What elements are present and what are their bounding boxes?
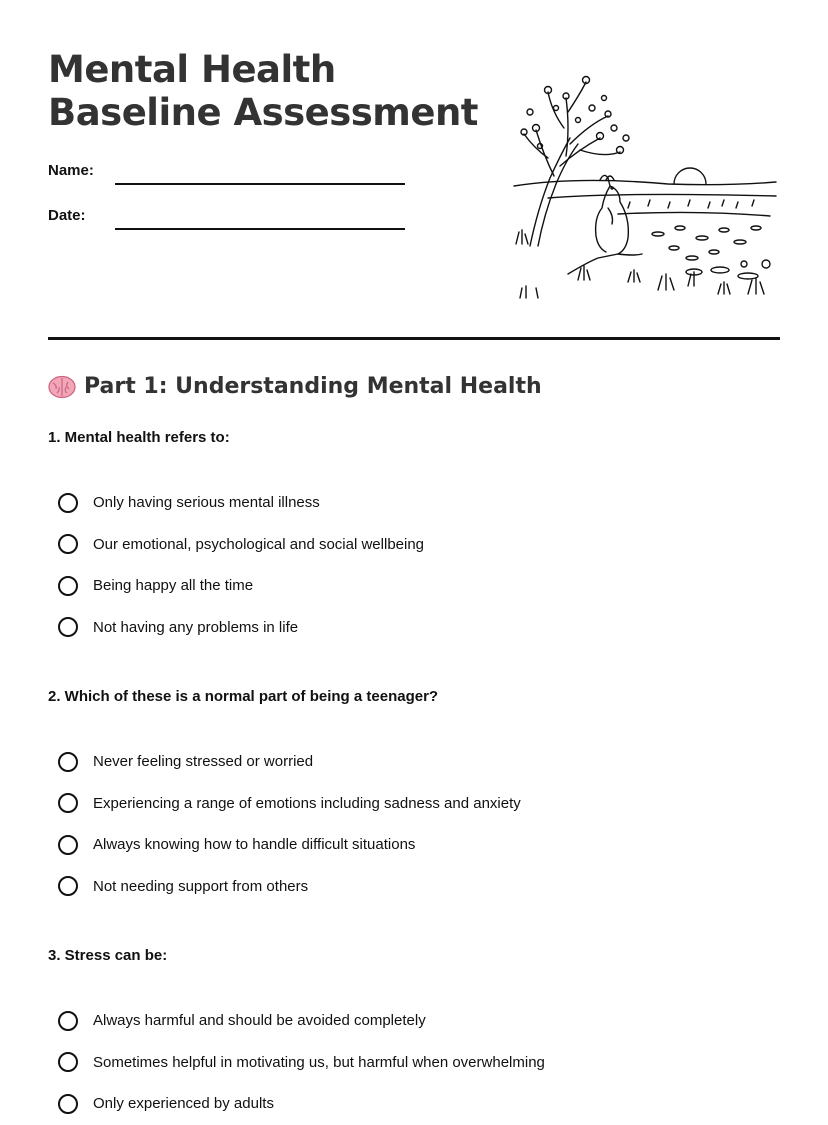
question-1 <box>48 428 788 636</box>
date-field <box>48 203 408 231</box>
option-label: Only experienced by adults <box>93 1095 274 1113</box>
option-item[interactable] <box>58 824 521 866</box>
radio-button[interactable] <box>58 617 78 637</box>
page-title: Mental Health Baseline Assessment <box>48 48 478 134</box>
question-2 <box>48 687 788 895</box>
radio-button[interactable] <box>58 1011 78 1031</box>
radio-button[interactable] <box>58 1094 78 1114</box>
options-list <box>58 482 424 648</box>
option-item[interactable] <box>58 607 424 649</box>
option-label: Not needing support from others <box>93 877 309 895</box>
option-label: Sometimes helpful in motivating us, but harmful when overwhelming <box>93 1053 545 1071</box>
question-text: 3. Stress can be: <box>48 947 168 964</box>
option-item[interactable] <box>58 1083 545 1125</box>
radio-button[interactable] <box>58 493 78 513</box>
option-label: Only having serious mental illness <box>93 494 320 512</box>
radio-button[interactable] <box>58 576 78 596</box>
option-label: Always harmful and should be avoided completely <box>93 1012 426 1030</box>
question-text: 1. Mental health refers to: <box>48 429 230 446</box>
option-item[interactable] <box>58 783 521 825</box>
option-label: Always knowing how to handle difficult situations <box>93 836 416 854</box>
section-title <box>48 374 542 399</box>
option-item[interactable] <box>58 524 424 566</box>
section-title-text: Part 1: Understanding Mental Health <box>84 374 542 399</box>
option-item[interactable] <box>58 866 521 908</box>
name-field <box>48 158 408 186</box>
brain-icon <box>48 375 76 399</box>
option-label: Not having any problems in life <box>93 618 299 636</box>
radio-button[interactable] <box>58 534 78 554</box>
radio-button[interactable] <box>58 752 78 772</box>
options-list <box>58 741 521 907</box>
date-write-line[interactable] <box>115 228 405 230</box>
radio-button[interactable] <box>58 793 78 813</box>
header-divider <box>48 337 780 340</box>
option-label: Experiencing a range of emotions including sadness and anxiety <box>93 794 521 812</box>
date-label: Date: <box>48 207 86 224</box>
option-item[interactable] <box>58 482 424 524</box>
name-write-line[interactable] <box>115 183 405 185</box>
option-item[interactable] <box>58 1000 545 1042</box>
option-label: Our emotional, psychological and social wellbeing <box>93 535 425 553</box>
option-item[interactable] <box>58 1042 545 1084</box>
radio-button[interactable] <box>58 835 78 855</box>
radio-button[interactable] <box>58 876 78 896</box>
question-text: 2. Which of these is a normal part of being a teenager? <box>48 688 439 705</box>
kangaroo-landscape-illustration <box>508 68 780 303</box>
name-label: Name: <box>48 162 94 179</box>
options-list <box>58 1000 545 1125</box>
option-label: Being happy all the time <box>93 577 254 595</box>
question-3 <box>48 946 788 1113</box>
worksheet-header <box>48 48 780 308</box>
option-label: Never feeling stressed or worried <box>93 753 314 771</box>
option-item[interactable] <box>58 741 521 783</box>
radio-button[interactable] <box>58 1052 78 1072</box>
option-item[interactable] <box>58 565 424 607</box>
